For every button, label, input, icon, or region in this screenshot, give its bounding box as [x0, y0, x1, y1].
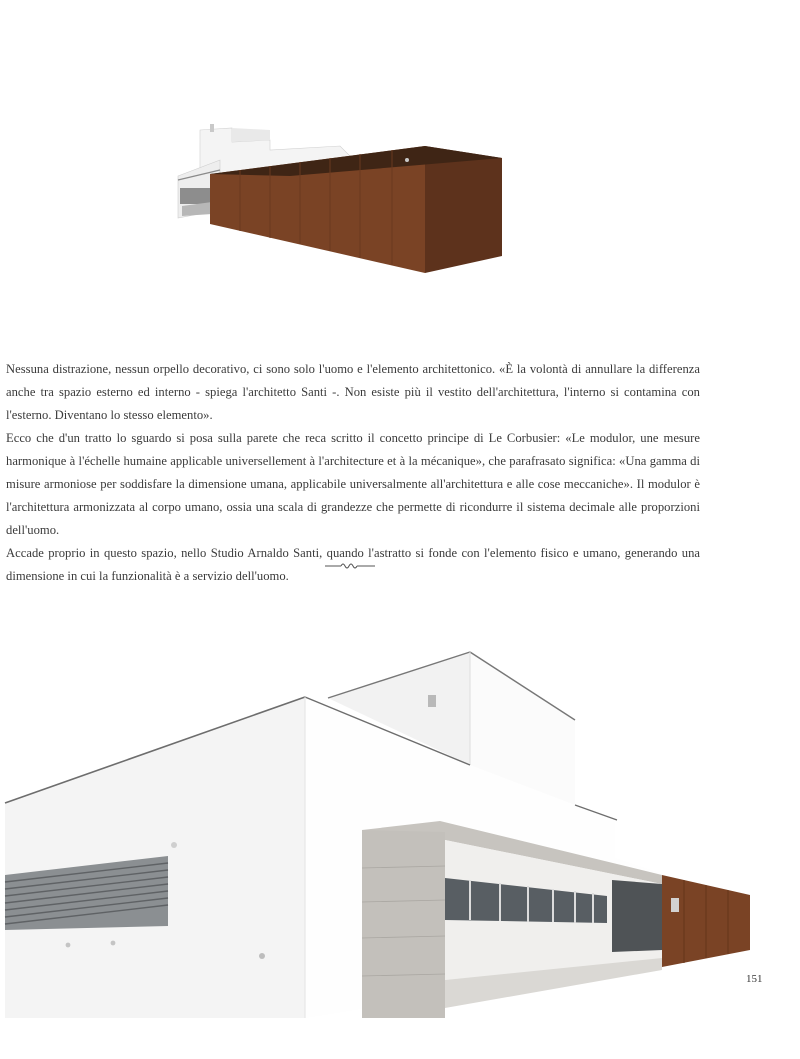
article-paragraph: Ecco che d'un tratto lo sguardo si posa sulla parete che reca scritto il concetto principe di Le Corbusier: «Le modulor, une mesure harmonique à l'échelle humaine applicable universellement à l'architecture et à la mécanique», che parafrasato significa: «Una gamma di misure armoniose per soddisfare la dimensione umana, applicabile universalmente all'architettura e alle cose meccaniche». Il modulor è l'architettura armonizzata al corpo umano, ossia una scala di grandezze che permette di ricondurre il sistema decimale alle proporzioni dell'uomo. [6, 431, 700, 537]
page-number: 151 [746, 973, 763, 985]
photo-studio-building [0, 640, 760, 1020]
article-paragraph: Nessuna distrazione, nessun orpello decorativo, ci sono solo l'uomo e l'elemento architettonico. «È la volontà di annullare la differenza anche tra spazio esterno ed interno - spiega l'architetto Santi -. Non esiste più il vestito dell'architettura, l'interno si contamina con l'esterno. Diventano lo stesso elemento». [6, 362, 700, 422]
ornament-divider [325, 560, 375, 572]
photo-corten-facade [170, 110, 510, 290]
article-body [6, 358, 700, 588]
article-paragraph: Accade proprio in questo spazio, nello Studio Arnaldo Santi, quando l'astratto si fonde con l'elemento fisico e umano, generando una dimensione in cui la funzionalità è a servizio dell'uomo. [6, 546, 700, 583]
